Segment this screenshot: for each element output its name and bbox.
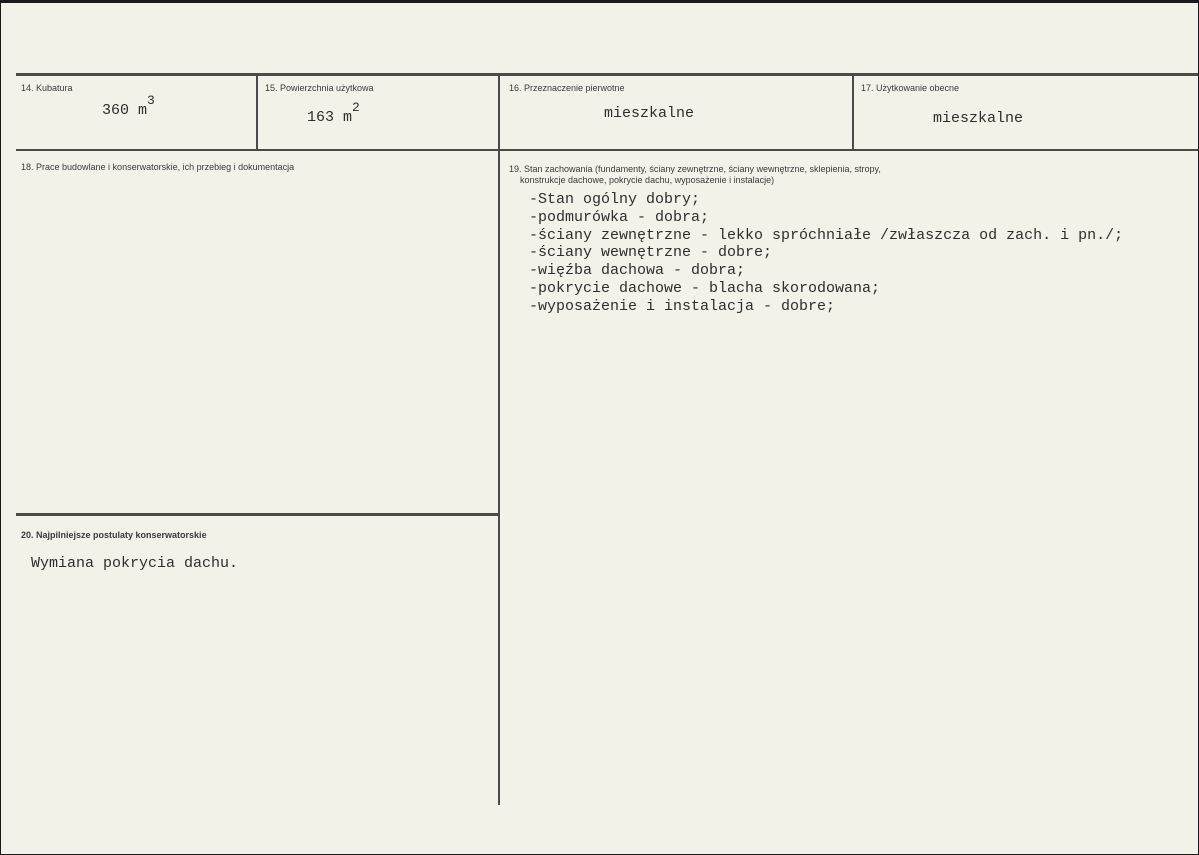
column-divider-3 xyxy=(852,75,854,149)
condition-item: -ściany wewnętrzne - dobre; xyxy=(529,244,773,262)
condition-item: -więźba dachowa - dobra; xyxy=(529,262,746,280)
field-18-label: 18. Prace budowlane i konserwatorskie, ich przebieg i dokumentacja xyxy=(21,162,295,172)
field-14-label: 14. Kubatura xyxy=(21,83,73,93)
condition-item: -podmurówka - dobra; xyxy=(529,208,710,226)
condition-item: -Stan ogólny dobry; xyxy=(529,191,701,208)
volume-value: 360 m xyxy=(102,102,148,119)
volume-unit-exponent: 3 xyxy=(147,93,155,108)
field-17-value: mieszkalne xyxy=(933,110,1024,127)
field-17-label: 17. Użytkowanie obecne xyxy=(861,83,960,93)
record-card xyxy=(1,3,1198,854)
condition-item: -pokrycie dachowe - blacha skorodowana; xyxy=(529,279,881,297)
row-divider-1 xyxy=(16,149,1198,151)
field-16-value: mieszkalne xyxy=(604,105,695,122)
field-19-label-line-1: 19. Stan zachowania (fundamenty, ściany zewnętrzne, ściany wewnętrzne, sklepienia, stropy, xyxy=(509,164,881,174)
field-14-value xyxy=(102,93,155,119)
field-20-label: 20. Najpilniejsze postulaty konserwatorskie xyxy=(21,530,207,540)
column-divider-main xyxy=(498,75,500,805)
field-20-value: Wymiana pokrycia dachu. xyxy=(31,555,239,572)
field-16-label: 16. Przeznaczenie pierwotne xyxy=(509,83,625,93)
condition-item: -ściany zewnętrzne - lekko spróchniałe /zwłaszcza od zach. i pn./; xyxy=(529,226,1124,244)
field-19-label-line-2: konstrukcje dachowe, pokrycie dachu, wyposażenie i instalacje) xyxy=(520,175,775,185)
area-unit-exponent: 2 xyxy=(352,100,360,115)
field-15-value xyxy=(307,100,360,126)
row-divider-left xyxy=(16,513,499,516)
top-rule xyxy=(16,73,1198,76)
area-value: 163 m xyxy=(307,109,353,126)
condition-item: -wyposażenie i instalacja - dobre; xyxy=(529,297,836,315)
column-divider-1 xyxy=(256,75,258,149)
condition-list xyxy=(529,191,1123,316)
field-15-label: 15. Powierzchnia użytkowa xyxy=(265,83,374,93)
